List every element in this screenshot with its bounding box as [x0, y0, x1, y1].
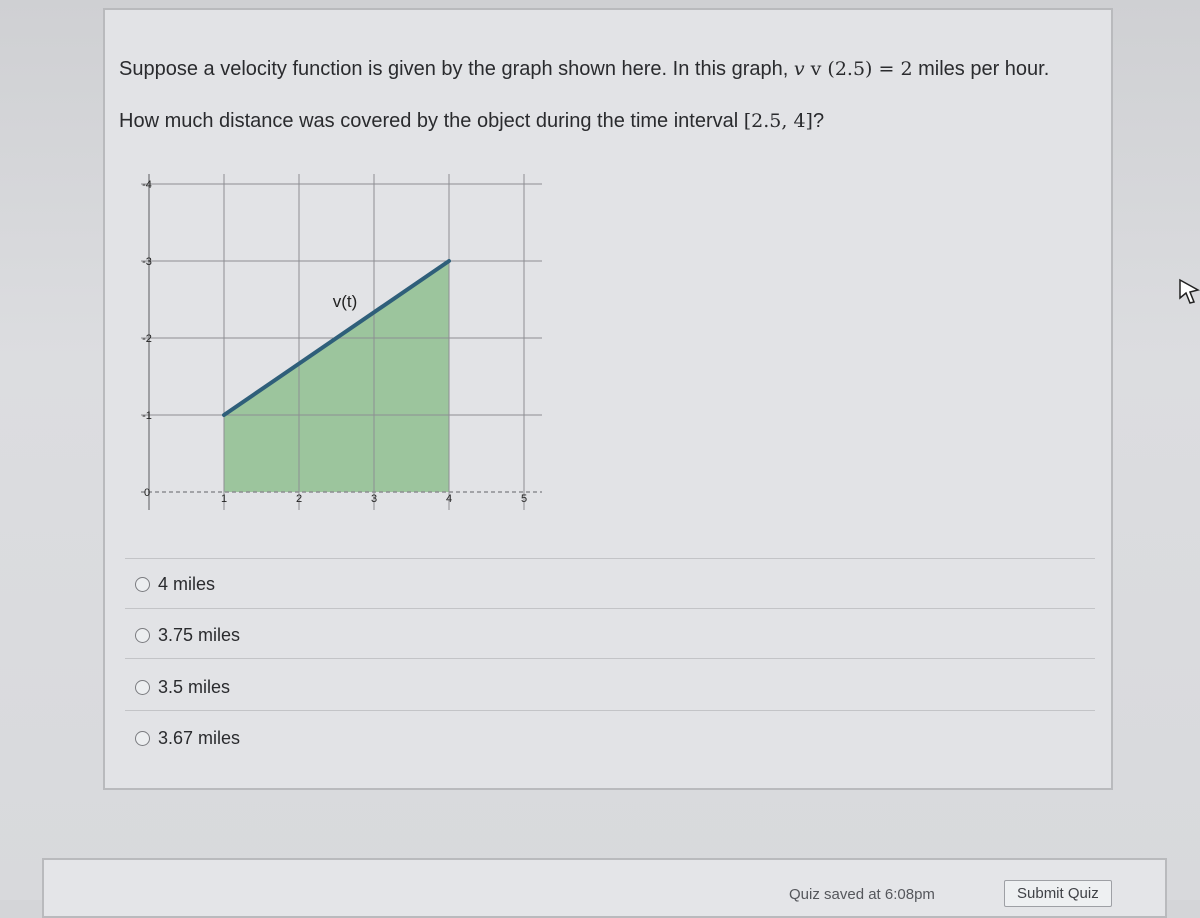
choice-label: 3.75 miles — [158, 625, 241, 645]
question-card — [103, 8, 1113, 790]
choice-1[interactable] — [135, 574, 215, 595]
choice-divider — [125, 658, 1095, 659]
choice-divider — [125, 608, 1095, 609]
x-tick-label: 2 — [295, 493, 303, 505]
choices-divider — [125, 558, 1095, 559]
x-tick-label: 4 — [445, 493, 453, 505]
question-text-part: Suppose a velocity function is given by the graph shown here. In this graph, — [119, 58, 794, 80]
radio-button[interactable] — [135, 731, 150, 746]
radio-button[interactable] — [135, 628, 150, 643]
y-tick-label: -2 — [142, 333, 152, 345]
choice-label: 4 miles — [158, 574, 216, 594]
question-unit: miles per hour. — [912, 58, 1050, 80]
quiz-saved-status: Quiz saved at 6:08pm — [789, 886, 935, 903]
velocity-expression: v v (2.5) = 2 — [793, 58, 913, 80]
function-label: v(t) — [332, 292, 358, 312]
velocity-graph — [105, 10, 1111, 530]
prompt-text: How much distance was covered by the object during the time interval — [119, 110, 744, 132]
y-tick-label: -4 — [142, 179, 152, 191]
mouse-cursor-icon — [1178, 278, 1200, 304]
quiz-footer — [42, 858, 1167, 918]
interval-expression: [2.5, 4] — [743, 110, 813, 132]
choice-label: 3.5 miles — [158, 677, 231, 697]
y-tick-label: 0 — [143, 487, 151, 499]
velocity-value: v (2.5) = 2 — [810, 58, 913, 80]
choice-divider — [125, 710, 1095, 711]
x-tick-label: 1 — [220, 493, 228, 505]
x-tick-label: 3 — [370, 493, 378, 505]
prompt-suffix: ? — [812, 110, 825, 132]
x-tick-label: 5 — [520, 493, 528, 505]
y-tick-label: -3 — [142, 256, 152, 268]
y-tick-label: -1 — [142, 410, 152, 422]
submit-quiz-button[interactable]: Submit Quiz — [1004, 880, 1112, 907]
radio-button[interactable] — [135, 577, 150, 592]
radio-button[interactable] — [135, 680, 150, 695]
choice-label: 3.67 miles — [158, 728, 241, 748]
choice-2[interactable] — [135, 625, 240, 646]
choice-4[interactable] — [135, 728, 240, 749]
choice-3[interactable] — [135, 677, 230, 698]
